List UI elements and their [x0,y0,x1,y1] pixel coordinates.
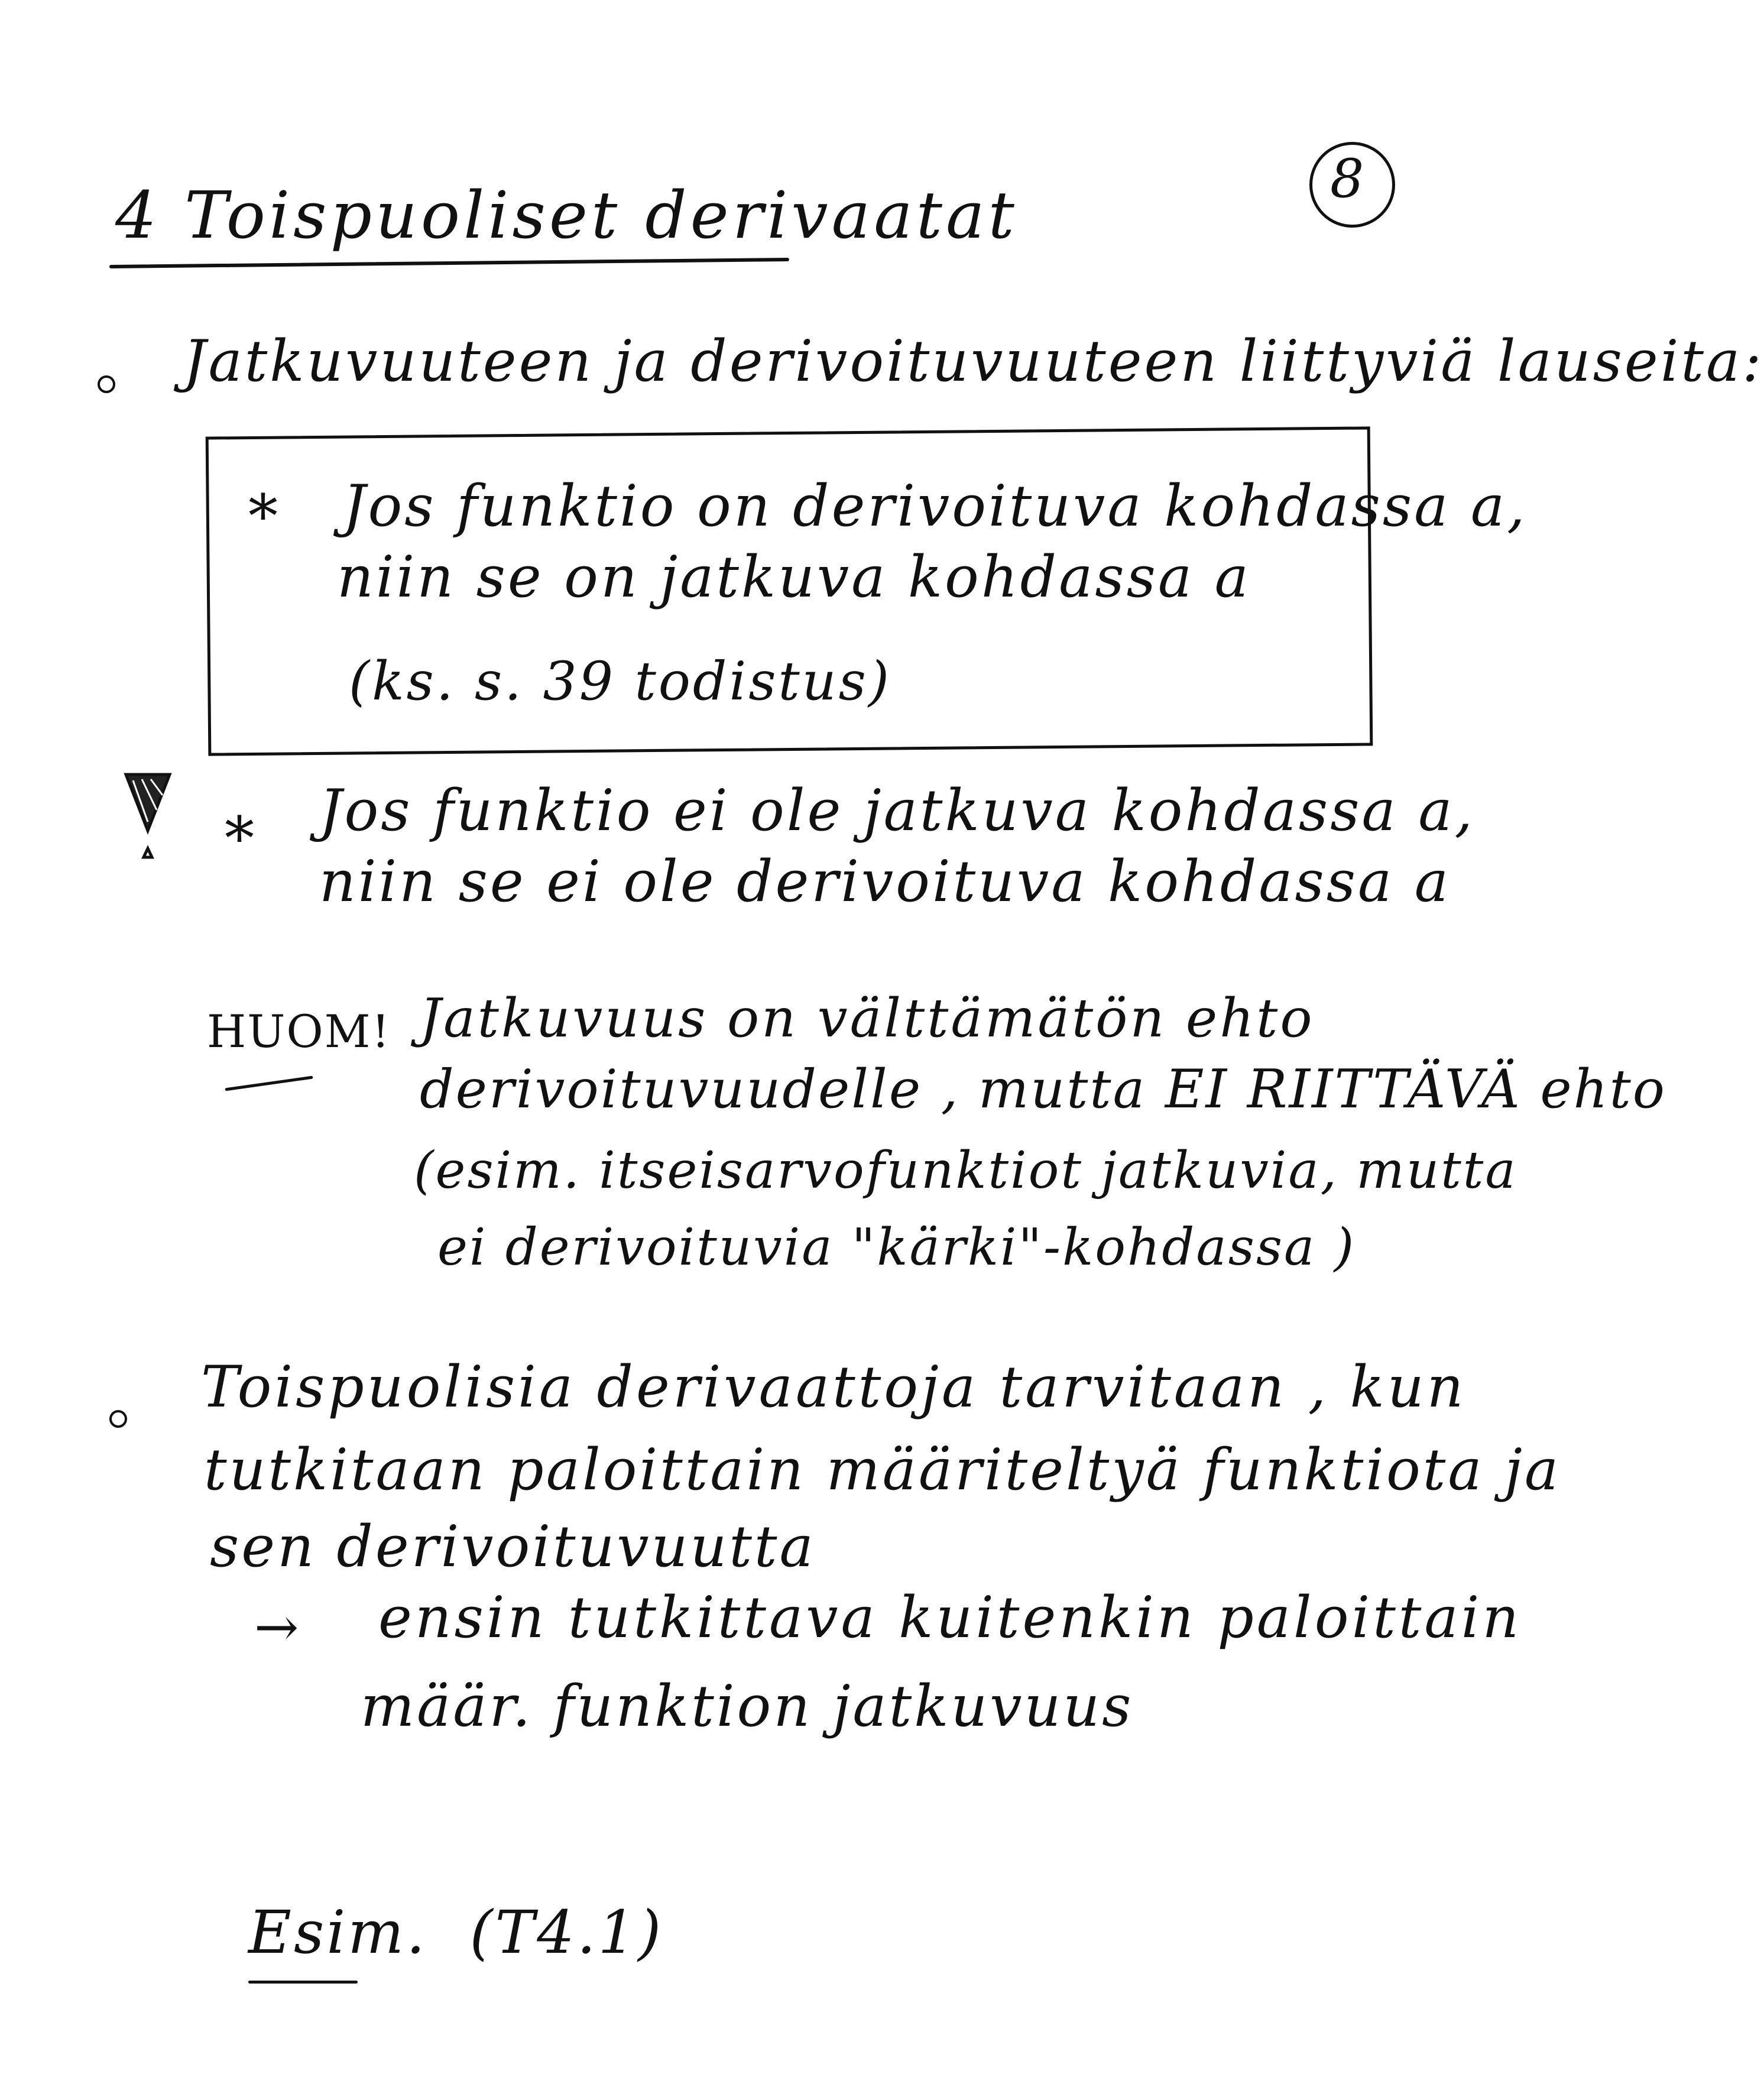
note-label: HUOM! [207,1005,391,1058]
section2-line-2: tutkitaan paloittain määriteltyä funktiota ja [204,1437,1561,1503]
example-heading [248,1898,663,1967]
example-label-underline [248,1981,358,1984]
warning-triangle-icon [121,769,174,883]
arrow-right-icon: → [254,1596,299,1658]
theorem-line-1: Jos funktio on derivoituva kohdassa a, [343,473,1528,539]
section1-intro: Jatkuvuuteen ja derivoituvuuteen liittyviä lauseita: [183,328,1764,394]
note-line-3: (esim. itseisarvofunktiot jatkuvia, mutta [414,1141,1517,1200]
section2-line-5: määr. funktion jatkuvuus [361,1673,1134,1739]
star-icon: * [248,482,278,551]
theorem-line-2: niin se on jatkuva kohdassa a [337,544,1251,610]
section2-line-3: sen derivoituvuutta [210,1514,816,1580]
warning-line-2: niin se ei ole derivoituva kohdassa a [319,848,1451,915]
section2-line-1: Toispuolisia derivaattoja tarvitaan , kun [201,1354,1467,1420]
example-label: Esim. [248,1898,427,1967]
note-line-1: Jatkuvuus on välttämätön ehto [420,987,1315,1049]
bullet-icon [109,1410,127,1428]
note-line-2: derivoituvuudelle , mutta EI RIITTÄVÄ ehto [420,1058,1666,1120]
page-title: 4 Toispuoliset derivaatat [115,177,1018,253]
bullet-icon [98,375,115,393]
title-underline [109,258,789,268]
section2-line-4: ensin tutkittava kuitenkin paloittain [378,1584,1522,1651]
note-line-4: ei derivoituvia "kärki"-kohdassa ) [437,1218,1356,1277]
star-icon: * [225,804,254,873]
warning-line-1: Jos funktio ei ole jatkuva kohdassa a, [319,777,1475,844]
example-reference: (T4.1) [469,1898,664,1967]
page-number: 8 [1330,148,1364,210]
note-label-underline [225,1076,313,1091]
theorem-line-3: (ks. s. 39 todistus) [349,650,891,712]
